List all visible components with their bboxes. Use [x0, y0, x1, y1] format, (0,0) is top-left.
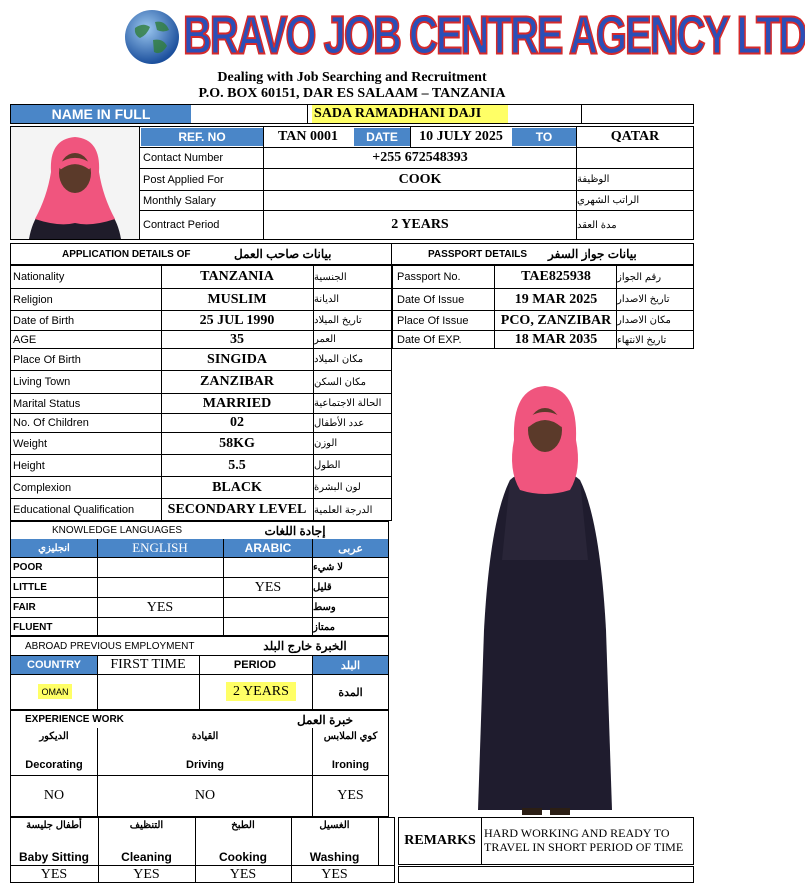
skill-label: Cooking [219, 850, 267, 864]
passport-label: Date Of EXP. [397, 334, 462, 346]
app-label: Religion [13, 293, 53, 306]
period-ar-label: المدة [338, 686, 363, 699]
col-divider [161, 265, 162, 521]
app-value: SINGIDA [207, 351, 267, 367]
col-divider [494, 265, 495, 349]
passport-value: 18 MAR 2035 [514, 332, 598, 347]
app-label-ar: الحالة الاجتماعية [314, 398, 382, 409]
app-label-ar: لون البشرة [314, 482, 361, 493]
app-label-ar: الوزن [314, 438, 338, 449]
passport-label-ar: مكان الاصدار [617, 315, 671, 326]
languages-title: KNOWLEDGE LANGUAGES [52, 525, 183, 536]
contract-period-label-ar: مدة العقد [577, 219, 617, 231]
arabic-level-value: YES [254, 579, 282, 595]
arabic-level-value [223, 598, 313, 617]
experience-title-ar: خبرة العمل [296, 712, 354, 727]
app-label: Weight [13, 437, 48, 450]
app-label: Complexion [13, 481, 72, 494]
contract-period-label: Contract Period [143, 219, 220, 231]
app-value: SECONDARY LEVEL [167, 502, 307, 517]
skill-label: Cleaning [121, 850, 172, 864]
english-ar-header: انجليزي [38, 542, 70, 554]
language-level-ar: وسط [313, 602, 336, 613]
col-divider [312, 539, 313, 636]
ref-no-value: TAN 0001 [277, 129, 339, 144]
contact-label: Contact Number [143, 152, 224, 164]
skill-value: YES [321, 866, 348, 882]
arabic-level-value [223, 558, 313, 577]
col-divider [616, 265, 617, 349]
date-value: 10 JULY 2025 [419, 129, 503, 144]
experience-label: Ironing [331, 759, 370, 771]
app-value: ZANZIBAR [200, 374, 274, 389]
app-label: Height [13, 459, 45, 472]
app-label-ar: عدد الأطفال [314, 417, 365, 429]
ref-no-label: REF. NO [141, 128, 263, 146]
passport-label: Date Of Issue [397, 293, 465, 306]
app-label: Educational Qualification [13, 504, 135, 516]
contract-period-value: 2 YEARS [391, 217, 449, 232]
post-label: Post Applied For [143, 173, 224, 186]
app-value: 5.5 [228, 457, 246, 473]
app-label-ar: الطول [314, 460, 341, 471]
app-value: TANZANIA [200, 269, 274, 284]
english-level-value [97, 618, 223, 636]
app-label-ar: تاريخ الميلاد [314, 315, 362, 326]
app-value: 58KG [219, 435, 255, 451]
experience-label: Decorating [25, 759, 83, 771]
languages-title-ar: إجادة اللغات [264, 523, 326, 538]
remarks-label: REMARKS [404, 833, 476, 848]
post-label-ar: الوظيفة [577, 174, 610, 185]
english-header: ENGLISH [132, 540, 188, 555]
skill-label: Baby Sitting [18, 850, 89, 864]
app-label: Marital Status [13, 397, 81, 410]
language-level-ar: ممتاز [313, 621, 336, 633]
experience-label-ar: الديكور [39, 730, 69, 742]
skill-value: YES [40, 866, 68, 882]
passport-value: PCO, ZANZIBAR [500, 312, 612, 328]
passport-title-ar: بيانات جواز السفر [548, 247, 637, 261]
company-name: BRAVO JOB CENTRE AGENCY LTD [183, 6, 805, 66]
app-value: MARRIED [202, 395, 272, 411]
destination-value: QATAR [610, 129, 660, 144]
passport-title: PASSPORT DETAILS [428, 248, 528, 260]
passport-value: TAE825938 [521, 269, 591, 284]
language-level-ar: قليل [313, 582, 332, 593]
remarks-text: HARD WORKING AND READY TO TRAVEL IN SHORT PERIOD OF TIME [484, 826, 684, 854]
app-value: MUSLIM [207, 291, 267, 307]
salary-label: Monthly Salary [143, 194, 216, 207]
passport-value: 19 MAR 2025 [514, 291, 598, 307]
arabic-header: ARABIC [244, 541, 292, 555]
app-value: 25 JUL 1990 [199, 312, 275, 328]
app-label: No. Of Children [13, 417, 89, 429]
country-ar-label: البلد [313, 656, 388, 674]
portrait-photo [11, 127, 139, 239]
experience-value: YES [337, 788, 364, 803]
col-divider [97, 539, 98, 636]
app-label-ar: العمر [314, 334, 336, 345]
country-entry: OMAN [38, 684, 72, 699]
country-label: COUNTRY [11, 656, 97, 674]
arabic-ar-header: عربى [338, 542, 363, 555]
contact-value: +255 672548393 [372, 150, 468, 165]
experience-title: EXPERIENCE WORK [25, 714, 124, 725]
arabic-level-value [223, 618, 313, 636]
app-label: Date of Birth [13, 314, 75, 327]
app-label-ar: الجنسية [314, 271, 347, 283]
abroad-title-ar: الخبرة خارج البلد [263, 639, 347, 653]
app-label: Nationality [13, 271, 65, 283]
app-value: 02 [230, 415, 244, 430]
col-divider [223, 539, 224, 636]
company-logo [123, 8, 181, 66]
skill-label-ar: أطفال جليسة [26, 819, 82, 831]
skill-label-ar: الغسيل [319, 819, 350, 831]
salary-value [264, 191, 576, 210]
app-value: BLACK [212, 479, 262, 495]
col-divider [313, 265, 314, 521]
app-label-ar: الديانة [314, 294, 340, 305]
period-label: PERIOD [233, 659, 277, 671]
tagline: Dealing with Job Searching and Recruitment [217, 70, 487, 85]
salary-label-ar: الراتب الشهري [577, 195, 640, 206]
app-label: Living Town [13, 376, 71, 388]
skill-label-ar: التنظيف [129, 819, 164, 831]
experience-value: NO [194, 788, 216, 803]
app-label: AGE [13, 333, 37, 346]
skill-label: Washing [309, 850, 360, 864]
passport-label-ar: تاريخ الانتهاء [617, 334, 667, 346]
date-label: DATE [354, 128, 410, 146]
app-label-ar: الدرجة العلمية [314, 504, 373, 516]
skill-value: YES [133, 866, 160, 882]
english-level-value [97, 558, 223, 577]
language-level: LITTLE [13, 582, 47, 593]
english-level-value: YES [146, 599, 174, 615]
app-label-ar: مكان الميلاد [314, 354, 364, 365]
experience-label: Driving [186, 759, 224, 771]
name-label: NAME IN FULL [11, 105, 191, 123]
full-body-photo [470, 380, 620, 815]
passport-label-ar: رقم الجواز [617, 271, 662, 283]
language-level-ar: لا شيء [313, 562, 343, 573]
skill-value: YES [229, 866, 257, 882]
full-name-value: SADA RAMADHANI DAJI [312, 105, 508, 123]
language-level: FLUENT [13, 621, 53, 633]
abroad-title: ABROAD PREVIOUS EMPLOYMENT [25, 640, 195, 652]
experience-label-ar: كوي الملابس [323, 730, 378, 742]
country-value: FIRST TIME [110, 657, 186, 672]
language-level: FAIR [13, 602, 36, 613]
address: P.O. BOX 60151, DAR ES SALAAM – TANZANIA [198, 86, 506, 101]
app-label: Place Of Birth [13, 353, 81, 366]
english-level-value [97, 578, 223, 597]
passport-label-ar: تاريخ الاصدار [617, 294, 670, 305]
skill-label-ar: الطبخ [231, 819, 255, 831]
app-label-ar: مكان السكن [314, 376, 366, 388]
period-entry: 2 YEARS [226, 682, 296, 701]
application-title: APPLICATION DETAILS OF [62, 248, 191, 260]
language-level: POOR [13, 562, 43, 573]
application-title-ar: بيانات صاحب العمل [234, 247, 332, 261]
passport-label: Place Of Issue [397, 314, 469, 327]
to-label: TO [512, 128, 576, 146]
post-value: COOK [398, 171, 442, 187]
app-value: 35 [230, 331, 244, 347]
experience-label-ar: القيادة [191, 730, 219, 742]
experience-value: NO [43, 788, 65, 803]
passport-label: Passport No. [397, 271, 461, 283]
